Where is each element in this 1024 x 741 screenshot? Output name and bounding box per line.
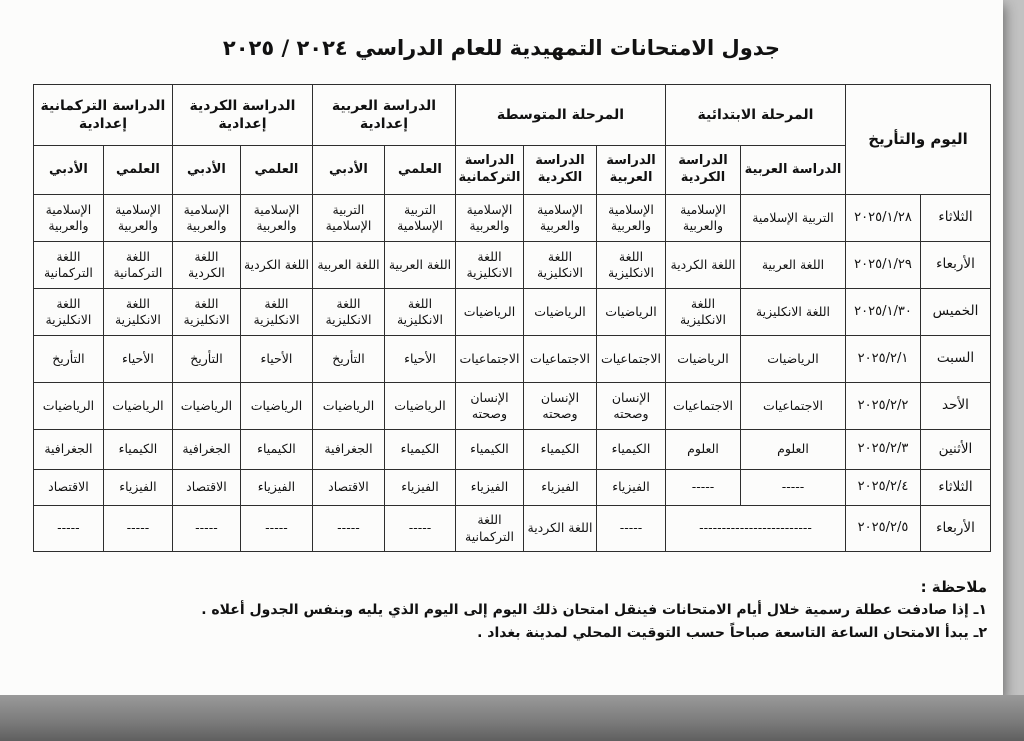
subject-cell: الإسلامية والعربية xyxy=(523,195,596,242)
subject-cell: ----- xyxy=(665,470,740,506)
exam-schedule-table xyxy=(33,84,991,552)
subject-cell: الجغرافية xyxy=(172,430,240,470)
subject-cell: الكيمياء xyxy=(596,430,665,470)
subject-cell: الإسلامية والعربية xyxy=(240,195,312,242)
note-item-1: ١ـ إذا صادفت عطلة رسمية خلال أيام الامتحانات فينقل امتحان ذلك اليوم إلى اليوم الذي يليه وبنفس الجدول أعلاه . xyxy=(201,602,987,618)
subject-cell: الاجتماعيات xyxy=(665,383,740,430)
subject-cell: الإسلامية والعربية xyxy=(665,195,740,242)
subject-cell: الاقتصاد xyxy=(172,470,240,506)
subject-cell: الإنسان وصحته xyxy=(523,383,596,430)
subject-cell: الرياضيات xyxy=(596,289,665,336)
day-cell: السبت xyxy=(921,336,991,383)
subject-cell: الإسلامية والعربية xyxy=(172,195,240,242)
table-row xyxy=(33,289,990,336)
subject-cell: الاقتصاد xyxy=(312,470,384,506)
header-group-prep-arabic xyxy=(312,85,455,146)
subject-cell: اللغة الانكليزية xyxy=(384,289,455,336)
subject-cell: الأحياء xyxy=(103,336,172,383)
day-cell: الثلاثاء xyxy=(921,195,991,242)
header-prep-arabic-literary: الأدبي xyxy=(312,146,384,195)
subject-cell: الرياضيات xyxy=(172,383,240,430)
subject-cell: اللغة الانكليزية xyxy=(596,242,665,289)
prep-kurdish-subtitle: إعدادية xyxy=(218,116,267,132)
subject-cell: اللغة الانكليزية xyxy=(740,289,845,336)
day-cell: الخميس xyxy=(921,289,991,336)
table-row xyxy=(33,383,990,430)
subject-cell: ----- xyxy=(312,506,384,552)
subject-cell: التربية الإسلامية xyxy=(312,195,384,242)
table-row xyxy=(33,336,990,383)
subject-cell: الفيزياء xyxy=(596,470,665,506)
day-cell: الأثنين xyxy=(921,430,991,470)
subject-cell: اللغة الكردية xyxy=(523,506,596,552)
subject-cell: التأريخ xyxy=(33,336,103,383)
header-group-middle: المرحلة المتوسطة xyxy=(455,85,665,146)
subject-cell: الإنسان وصحته xyxy=(455,383,523,430)
subject-cell: ----- xyxy=(740,470,845,506)
subject-cell: اللغة الانكليزية xyxy=(312,289,384,336)
header-prep-kurdish-scientific: العلمي xyxy=(240,146,312,195)
prep-arabic-title: الدراسة العربية xyxy=(331,97,437,114)
subject-cell: التأريخ xyxy=(312,336,384,383)
notes-heading: ملاحظة : xyxy=(920,578,987,596)
header-group-prep-kurdish xyxy=(172,85,312,146)
subject-cell: الإسلامية والعربية xyxy=(33,195,103,242)
day-cell: الأحد xyxy=(921,383,991,430)
subject-cell: الاجتماعيات xyxy=(740,383,845,430)
day-cell: الأربعاء xyxy=(921,242,991,289)
subject-cell: الرياضيات xyxy=(665,336,740,383)
table-row xyxy=(33,430,990,470)
subject-cell: الرياضيات xyxy=(455,289,523,336)
subject-cell: اللغة الانكليزية xyxy=(523,242,596,289)
date-cell: ٢٠٢٥/٢/٤ xyxy=(845,470,920,506)
header-prep-turkmen-scientific: العلمي xyxy=(103,146,172,195)
table-row xyxy=(33,506,990,552)
day-cell: الثلاثاء xyxy=(921,470,991,506)
date-cell: ٢٠٢٥/١/٢٩ xyxy=(845,242,920,289)
subject-cell: الإسلامية والعربية xyxy=(103,195,172,242)
subject-cell: اللغة الانكليزية xyxy=(455,242,523,289)
subject-cell: الرياضيات xyxy=(240,383,312,430)
subject-cell: الفيزياء xyxy=(240,470,312,506)
subject-cell: الرياضيات xyxy=(312,383,384,430)
header-middle-arabic: الدراسة العربية xyxy=(596,146,665,195)
subject-cell: الإسلامية والعربية xyxy=(596,195,665,242)
subject-cell: الاجتماعيات xyxy=(455,336,523,383)
subject-cell: ----- xyxy=(596,506,665,552)
subject-cell: ----- xyxy=(384,506,455,552)
header-prep-arabic-scientific: العلمي xyxy=(384,146,455,195)
subject-cell: العلوم xyxy=(665,430,740,470)
subject-cell: اللغة الانكليزية xyxy=(103,289,172,336)
subject-cell: اللغة الكردية xyxy=(240,242,312,289)
header-group-prep-turkmen xyxy=(33,85,172,146)
subject-cell: اللغة الانكليزية xyxy=(33,289,103,336)
subject-cell: الاجتماعيات xyxy=(523,336,596,383)
subject-cell: اللغة التركمانية xyxy=(103,242,172,289)
subject-cell: العلوم xyxy=(740,430,845,470)
subject-cell: الكيمياء xyxy=(240,430,312,470)
subject-cell: اللغة العربية xyxy=(740,242,845,289)
subject-cell: الكيمياء xyxy=(455,430,523,470)
subject-cell: الكيمياء xyxy=(523,430,596,470)
subject-cell: الرياضيات xyxy=(523,289,596,336)
subject-cell: الجغرافية xyxy=(33,430,103,470)
subject-cell: اللغة العربية xyxy=(312,242,384,289)
subject-cell: الأحياء xyxy=(240,336,312,383)
subject-cell: الإنسان وصحته xyxy=(596,383,665,430)
subject-cell: الفيزياء xyxy=(103,470,172,506)
table-row xyxy=(33,242,990,289)
subject-cell: اللغة العربية xyxy=(384,242,455,289)
day-cell: الأربعاء xyxy=(921,506,991,552)
subject-cell: الرياضيات xyxy=(740,336,845,383)
subject-cell: ----- xyxy=(240,506,312,552)
date-cell: ٢٠٢٥/٢/١ xyxy=(845,336,920,383)
header-day-date: اليوم والتأريخ xyxy=(845,85,990,195)
date-cell: ٢٠٢٥/٢/٢ xyxy=(845,383,920,430)
prep-arabic-subtitle: إعدادية xyxy=(359,116,409,132)
subject-cell: الفيزياء xyxy=(455,470,523,506)
photo-background-shadow xyxy=(0,695,1024,741)
prep-kurdish-title: الدراسة الكردية xyxy=(189,97,296,114)
table-row xyxy=(33,195,990,242)
notes-section xyxy=(0,578,989,641)
subject-cell: الرياضيات xyxy=(33,383,103,430)
subject-cell: التربية الإسلامية xyxy=(740,195,845,242)
prep-turkmen-subtitle: إعدادية xyxy=(78,116,128,132)
header-row-groups xyxy=(33,85,990,146)
subject-cell: اللغة التركمانية xyxy=(33,242,103,289)
exam-schedule-table-wrap xyxy=(33,84,991,552)
subject-cell: اللغة الانكليزية xyxy=(172,289,240,336)
subject-cell: الكيمياء xyxy=(384,430,455,470)
subject-cell: الاجتماعيات xyxy=(596,336,665,383)
date-cell: ٢٠٢٥/١/٢٨ xyxy=(845,195,920,242)
subject-cell: اللغة التركمانية xyxy=(455,506,523,552)
date-cell: ٢٠٢٥/٢/٥ xyxy=(845,506,920,552)
header-middle-turkmen: الدراسة التركمانية xyxy=(455,146,523,195)
subject-cell: اللغة الكردية xyxy=(665,242,740,289)
date-cell: ٢٠٢٥/٢/٣ xyxy=(845,430,920,470)
subject-cell: اللغة الكردية xyxy=(172,242,240,289)
schedule-table-body xyxy=(33,195,990,552)
header-prep-turkmen-literary: الأدبي xyxy=(33,146,103,195)
subject-cell: الأحياء xyxy=(384,336,455,383)
date-cell: ٢٠٢٥/١/٣٠ xyxy=(845,289,920,336)
page-title: جدول الامتحانات التمهيدية للعام الدراسي ٢٠٢٤ / ٢٠٢٥ xyxy=(222,36,781,60)
subject-cell: اللغة الانكليزية xyxy=(240,289,312,336)
subject-cell: الفيزياء xyxy=(384,470,455,506)
subject-cell: الرياضيات xyxy=(384,383,455,430)
subject-cell: الرياضيات xyxy=(103,383,172,430)
subject-cell: ----- xyxy=(172,506,240,552)
header-primary-arabic: الدراسة العربية xyxy=(740,146,845,195)
subject-cell: التربية الإسلامية xyxy=(384,195,455,242)
header-prep-kurdish-literary: الأدبي xyxy=(172,146,240,195)
subject-cell: ------------------------- xyxy=(665,506,845,552)
header-middle-kurdish: الدراسة الكردية xyxy=(523,146,596,195)
note-item-2: ٢ـ يبدأ الامتحان الساعة التاسعة صباحاً حسب التوقيت المحلي لمدينة بغداد . xyxy=(477,625,987,641)
subject-cell: التأريخ xyxy=(172,336,240,383)
subject-cell: ----- xyxy=(33,506,103,552)
subject-cell: الفيزياء xyxy=(523,470,596,506)
header-primary-kurdish: الدراسة الكردية xyxy=(665,146,740,195)
subject-cell: الكيمياء xyxy=(103,430,172,470)
subject-cell: الإسلامية والعربية xyxy=(455,195,523,242)
table-row xyxy=(33,470,990,506)
subject-cell: الاقتصاد xyxy=(33,470,103,506)
subject-cell: الجغرافية xyxy=(312,430,384,470)
header-group-primary: المرحلة الابتدائية xyxy=(665,85,845,146)
subject-cell: اللغة الانكليزية xyxy=(665,289,740,336)
prep-turkmen-title: الدراسة التركمانية xyxy=(40,97,166,114)
subject-cell: ----- xyxy=(103,506,172,552)
